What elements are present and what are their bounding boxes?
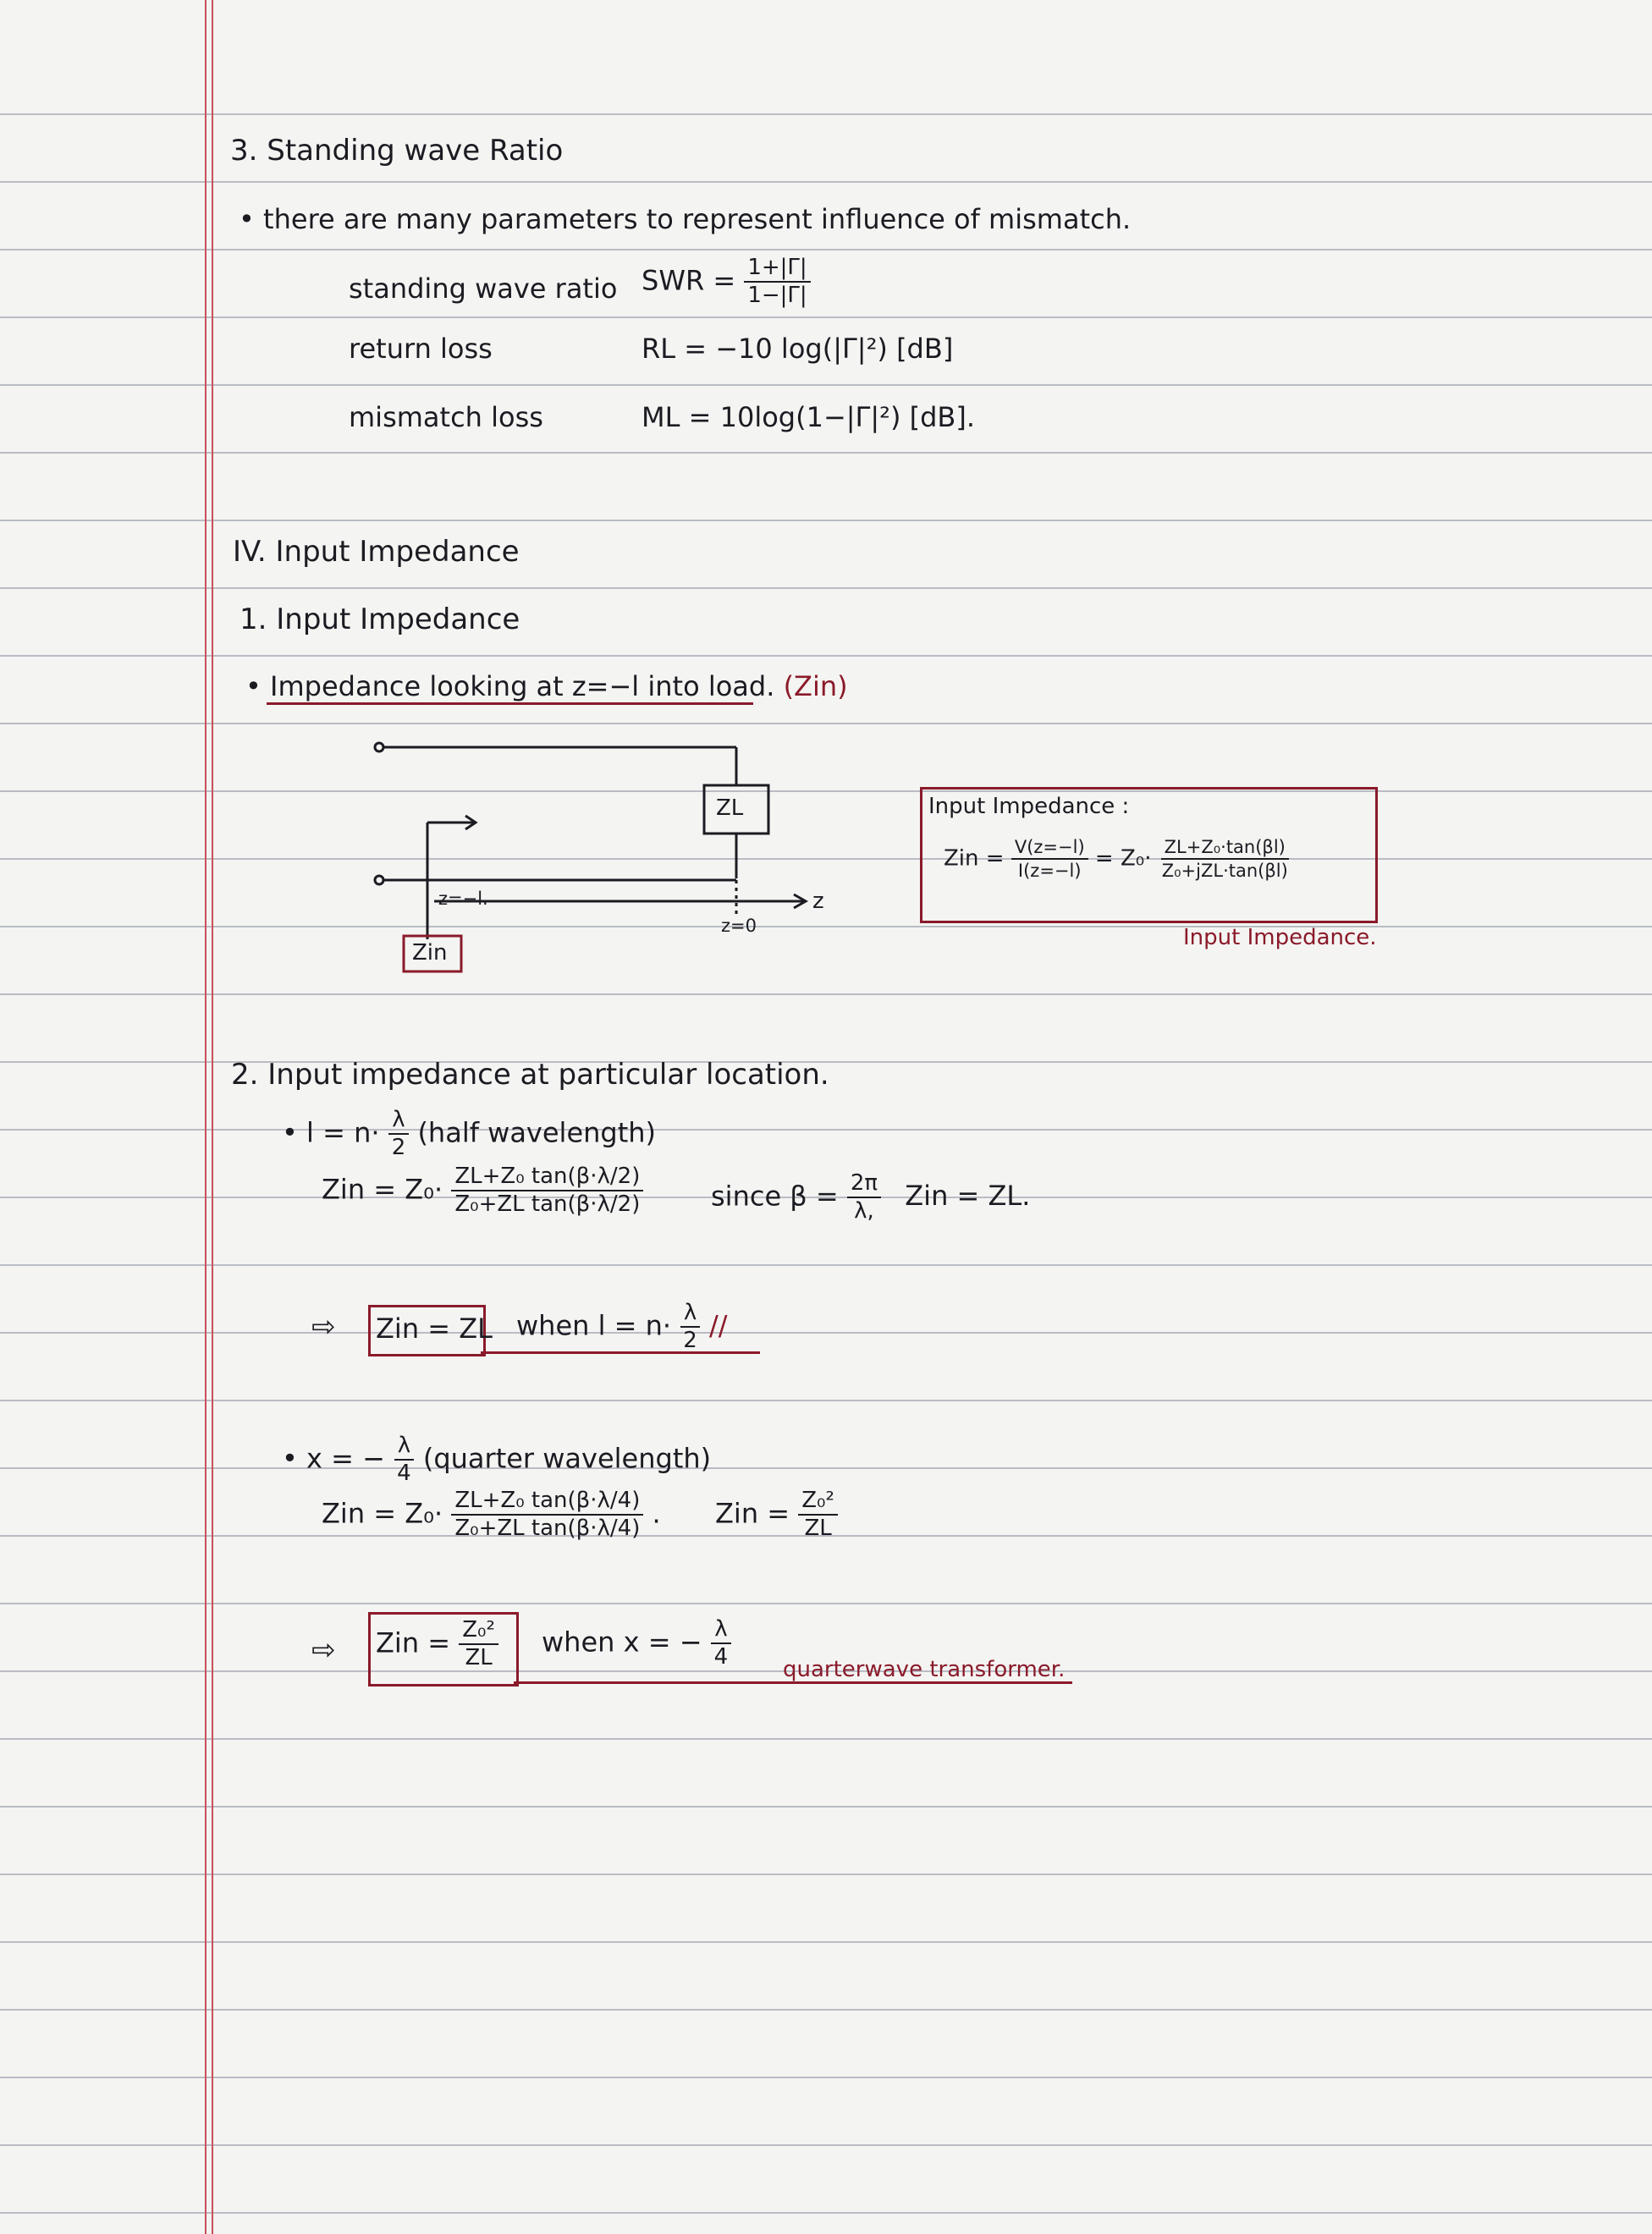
section-3-title: 3. Standing wave Ratio (230, 134, 564, 168)
swr-lhs: SWR = (642, 264, 736, 297)
quarter-boxed-lhs: Zin = (376, 1626, 451, 1659)
subsection-1-bullet (245, 670, 848, 702)
half-wave-bullet (282, 1109, 656, 1160)
half-bullet-den: 2 (391, 1135, 406, 1161)
input-impedance-caption: Input Impedance. (1183, 925, 1377, 950)
beta-num: 2π (847, 1172, 881, 1198)
section-4-title: IV. Input Impedance (233, 535, 520, 569)
quarter-result-den: ZL (804, 1516, 832, 1542)
quarter-lhs: Zin = Z₀· (322, 1497, 443, 1530)
beta-den: λ, (854, 1198, 874, 1224)
half-when-den: 2 (683, 1328, 697, 1354)
quarter-arrow-icon: ⇨ (311, 1633, 336, 1667)
quarter-when-num: λ (711, 1618, 730, 1644)
quarter-caption: quarterwave transformer. (783, 1657, 1066, 1682)
half-bullet-text: • l = n· (282, 1116, 380, 1149)
quarter-result-num: Z₀² (798, 1489, 838, 1516)
quarter-bullet-fraction (394, 1434, 415, 1486)
half-boxed-text: Zin = ZL (376, 1312, 493, 1345)
subsection-2-title: 2. Input impedance at particular location. (231, 1058, 829, 1092)
swr-row-name: standing wave ratio (349, 272, 618, 305)
box-fraction-1 (1011, 838, 1088, 880)
since-beta (711, 1172, 1030, 1224)
since-text: since β = (711, 1180, 839, 1213)
quarter-bullet-tail: (quarter wavelength) (422, 1442, 712, 1475)
rl-formula: RL = −10 log(|Γ|²) [dB] (642, 333, 954, 365)
quarter-fraction (451, 1489, 643, 1541)
box-lhs: Zin = (944, 845, 1005, 872)
zin-tag: (Zin) (783, 670, 848, 702)
half-when (516, 1301, 728, 1353)
half-num: ZL+Z₀ tan(β·λ/2) (451, 1165, 643, 1191)
rl-row-name: return loss (349, 333, 493, 365)
margin-lines (206, 0, 212, 2234)
quarter-result (715, 1489, 838, 1541)
swr-numerator: 1+|Γ| (744, 256, 810, 283)
quarter-result-fraction (798, 1489, 838, 1541)
quarter-wave-bullet (282, 1434, 711, 1486)
box-fraction-1-num: V(z=−l) (1011, 838, 1088, 860)
quarter-when-underline (514, 1681, 1072, 1684)
load-label: ZL (716, 795, 744, 821)
half-end-mark: // (708, 1309, 728, 1342)
half-wave-formula (322, 1165, 643, 1217)
z-start-label: z=−l. (438, 889, 488, 909)
quarter-bullet-text: • x = − (282, 1442, 385, 1475)
section-3-bullet-text: there are many parameters to represent influence of mismatch. (263, 203, 1132, 235)
half-den: Z₀+ZL tan(β·λ/2) (454, 1191, 641, 1218)
half-bullet-num: λ (388, 1109, 408, 1135)
box-fraction-2 (1159, 838, 1291, 880)
quarter-boxed (376, 1619, 498, 1670)
half-when-underline (481, 1351, 760, 1354)
quarter-bullet-num: λ (394, 1434, 414, 1461)
subsection-1-title: 1. Input Impedance (240, 603, 520, 636)
quarter-num: ZL+Z₀ tan(β·λ/4) (451, 1489, 643, 1516)
quarter-when-fraction (711, 1618, 732, 1670)
box-fraction-2-num: ZL+Z₀·tan(βl) (1161, 838, 1289, 860)
bullet-underline (267, 702, 753, 705)
quarter-bullet-den: 4 (397, 1461, 411, 1487)
swr-formula (642, 256, 811, 308)
half-bullet-tail: (half wavelength) (417, 1116, 657, 1149)
z-axis-label: z (812, 889, 824, 914)
half-when-text: when l = n· (516, 1309, 672, 1342)
quarter-boxed-den: ZL (465, 1645, 493, 1671)
input-impedance-box-title: Input Impedance : (928, 794, 1130, 819)
zin-label: Zin (412, 940, 448, 966)
half-arrow-icon: ⇨ (311, 1310, 336, 1344)
half-when-num: λ (680, 1301, 700, 1328)
half-bullet-fraction (388, 1109, 410, 1160)
half-fraction (451, 1165, 643, 1217)
input-impedance-formula (944, 838, 1291, 880)
box-mid: = Z₀· (1094, 845, 1152, 872)
quarter-when (542, 1618, 731, 1670)
quarter-result-lhs: Zin = (715, 1497, 790, 1530)
swr-denominator: 1−|Γ| (747, 283, 807, 309)
section-3-bullet: • there are many parameters to represent influence of mismatch. (239, 203, 1132, 235)
box-fraction-2-den: Z₀+jZL·tan(βl) (1161, 861, 1288, 882)
quarter-when-text: when x = − (542, 1626, 702, 1659)
quarter-boxed-fraction (459, 1619, 498, 1670)
half-result: Zin = ZL. (905, 1180, 1031, 1213)
subsection-1-bullet-text: • Impedance looking at z=−l into load. (245, 670, 775, 702)
quarter-den: Z₀+ZL tan(β·λ/4) (454, 1516, 641, 1542)
half-when-fraction (680, 1301, 701, 1353)
beta-fraction (847, 1172, 881, 1224)
quarter-wave-formula (322, 1489, 661, 1541)
box-fraction-1-den: I(z=−l) (1017, 861, 1082, 882)
quarter-when-den: 4 (713, 1644, 729, 1670)
quarter-boxed-num: Z₀² (459, 1619, 498, 1645)
z0-label: z=0 (721, 916, 757, 936)
ml-formula: ML = 10log(1−|Γ|²) [dB]. (642, 401, 976, 433)
swr-fraction (744, 256, 810, 308)
quarter-dot: . (652, 1497, 661, 1530)
ml-row-name: mismatch loss (349, 401, 543, 433)
half-lhs: Zin = Z₀· (322, 1173, 443, 1206)
